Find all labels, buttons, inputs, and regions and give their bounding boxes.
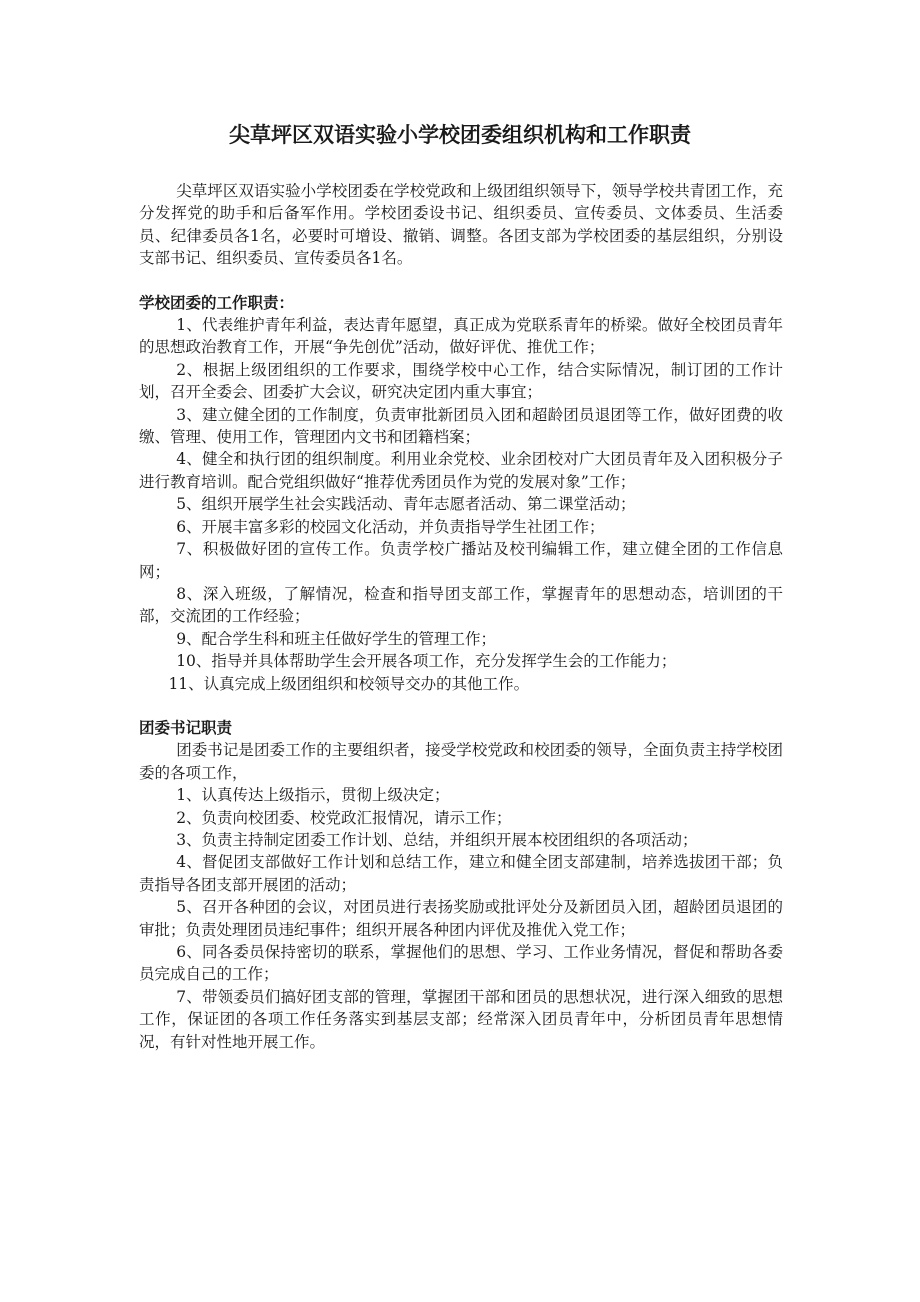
secretary-item-2: 2、负责向校团委、校党政汇报情况，请示工作； <box>176 808 512 827</box>
duty-item-4: 4、健全和执行团的组织制度。利用业余党校、业余团校对广大团员青年及入团积极分子进行教育培训。配合党组织做好“推荐优秀团员作为党的发展对象”工作； <box>139 450 783 491</box>
secretary-item-5: 5、召开各种团的会议，对团员进行表扬奖励或批评处分及新团员入团，超龄团员退团的审批；负责处理团员违纪事件；组织开展各种团内评优及推优入党工作； <box>139 898 783 939</box>
duty-item-5: 5、组织开展学生社会实践活动、青年志愿者活动、第二课堂活动； <box>176 495 636 514</box>
duty-item-6: 6、开展丰富多彩的校园文化活动，并负责指导学生社团工作； <box>176 517 605 536</box>
duty-item-10: 10、指导并具体帮助学生会开展各项工作，充分发挥学生会的工作能力； <box>176 652 677 671</box>
duty-item-11: 11、认真完成上级团组织和校领导交办的其他工作。 <box>168 674 530 693</box>
duty-item-2: 2、根据上级团组织的工作要求，围绕学校中心工作，结合实际情况，制订团的工作计划，召开全委会、团委扩大会议，研究决定团内重大事宜； <box>139 360 783 402</box>
duty-item-1: 1、代表维护青年利益，表达青年愿望，真正成为党联系青年的桥梁。做好全校团员青年的思想政治教育工作，开展“争先创优”活动，做好评优、推优工作； <box>139 316 783 357</box>
spacer <box>139 270 783 292</box>
document-title: 尖草坪区双语实验小学校团委组织机构和工作职责 <box>229 123 691 147</box>
secretary-item-3: 3、负责主持制定团委工作计划、总结，并组织开展本校团组织的各项活动； <box>176 830 698 849</box>
secretary-item-7: 7、带领委员们搞好团支部的管理，掌握团干部和团员的思想状况，进行深入细致的思想工作，保证团的各项工作任务落实到基层支部；经常深入团员青年中，分析团员青年思想情况，有针对性地开展工作。 <box>139 987 783 1051</box>
duty-item-8: 8、深入班级，了解情况，检查和指导团支部工作，掌握青年的思想动态，培训团的干部，交流团的工作经验； <box>139 584 783 626</box>
secretary-intro: 团委书记是团委工作的主要组织者，接受学校党政和校团委的领导，全面负责主持学校团委的各项工作， <box>139 741 783 782</box>
section-heading-duties: 学校团委的工作职责： <box>139 293 295 312</box>
secretary-item-1: 1、认真传达上级指示，贯彻上级决定； <box>176 786 450 805</box>
duty-item-9: 9、配合学生科和班主任做好学生的管理工作； <box>176 629 497 648</box>
secretary-item-4: 4、督促团支部做好工作计划和总结工作，建立和健全团支部建制，培养选拔团干部；负责指导各团支部开展团的活动； <box>139 853 783 894</box>
secretary-item-6: 6、同各委员保持密切的联系，掌握他们的思想、学习、工作业务情况，督促和帮助各委员完成自己的工作； <box>139 943 783 984</box>
intro-paragraph: 尖草坪区双语实验小学校团委在学校党政和上级团组织领导下，领导学校共青团工作，充分发挥党的助手和后备军作用。学校团委设书记、组织委员、宣传委员、文体委员、生活委员、纪律委员各1名，必要时可增设、撤销、调整。各团支部为学校团委的基层组织，分别设支部书记、组织委员、宣传委员各1名。 <box>139 182 783 268</box>
duty-item-3: 3、建立健全团的工作制度，负责审批新团员入团和超龄团员退团等工作，做好团费的收缴、管理、使用工作，管理团内文书和团籍档案； <box>139 405 783 447</box>
section-heading-secretary: 团委书记职责 <box>139 718 233 737</box>
duty-item-7: 7、积极做好团的宣传工作。负责学校广播站及校刊编辑工作，建立健全团的工作信息网； <box>139 540 783 581</box>
document-body <box>139 180 783 1053</box>
spacer <box>139 695 783 717</box>
